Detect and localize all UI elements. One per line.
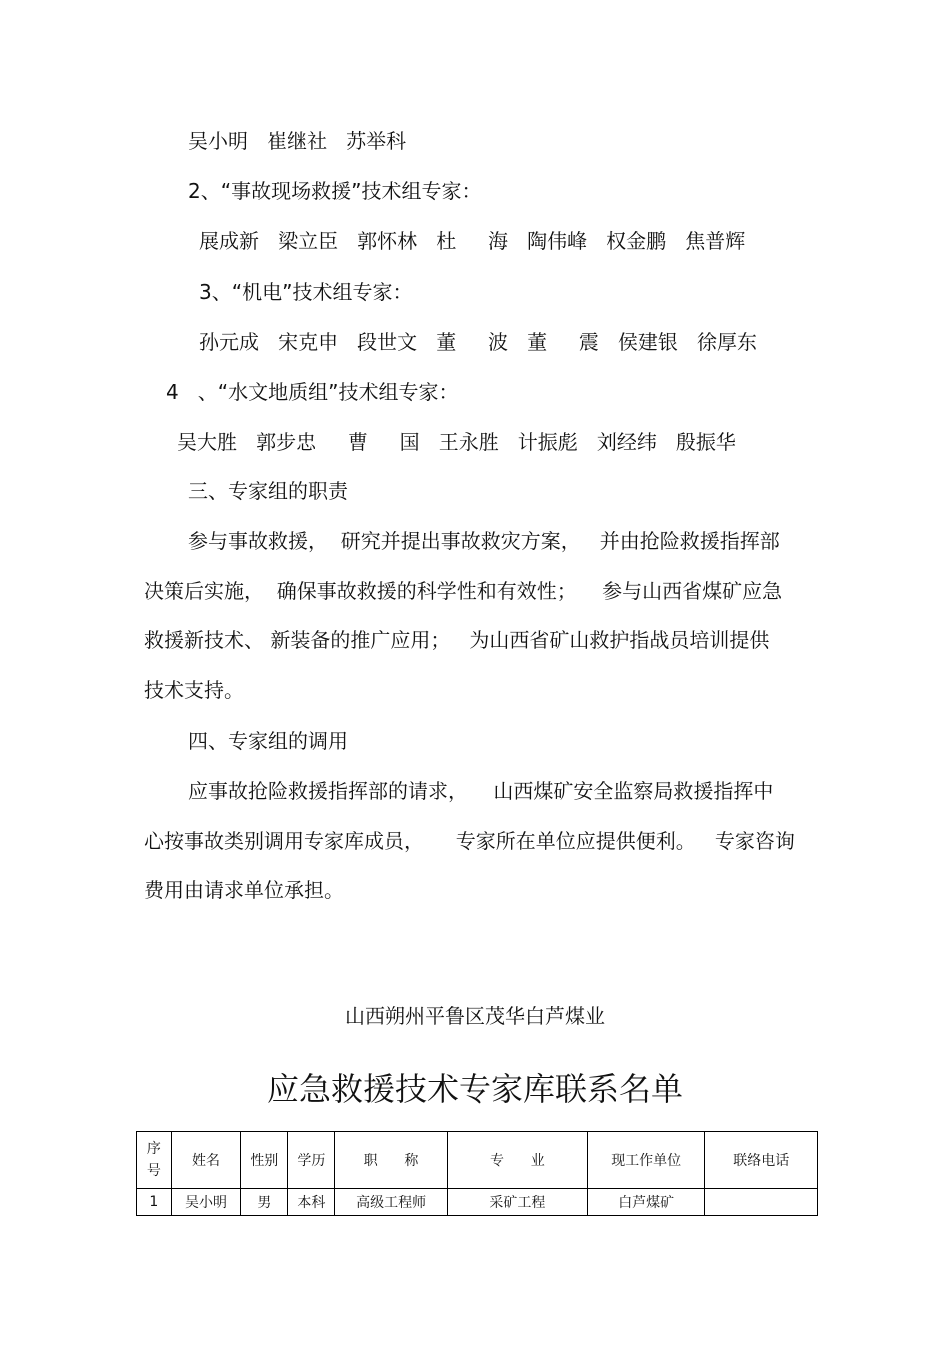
expert-names-line: 孙元成 宋克申 段世文 董 波 董 震 侯建银 徐厚东 (199, 330, 758, 354)
cell-education: 本科 (288, 1189, 335, 1216)
table-header-row (137, 1132, 818, 1189)
cell-major: 采矿工程 (447, 1189, 587, 1216)
paragraph-line: 应事故抢险救援指挥部的请求， 山西煤矿安全监察局救援指挥中 (188, 779, 774, 803)
paragraph-line: 救援新技术、 新装备的推广应用； 为山西省矿山救护指战员培训提供 (144, 628, 770, 652)
paragraph-line: 心按事故类别调用专家库成员， 专家所在单位应提供便利。 专家咨询 (144, 829, 795, 853)
header-unit: 现工作单位 (587, 1132, 705, 1189)
table-row (137, 1189, 818, 1216)
expert-names-line: 展成新 梁立臣 郭怀林 杜 海 陶伟峰 权金鹏 焦普辉 (199, 229, 746, 253)
header-job-title: 职 称 (335, 1132, 447, 1189)
expert-names-line: 吴大胜 郭步忠 曹 国 王永胜 计振彪 刘经纬 殷振华 (177, 430, 736, 454)
section-heading: 四、专家组的调用 (188, 729, 348, 753)
header-phone: 联络电话 (705, 1132, 818, 1189)
header-major: 专 业 (447, 1132, 587, 1189)
paragraph-line: 技术支持。 (144, 678, 244, 702)
header-name: 姓名 (171, 1132, 241, 1189)
cell-unit: 白芦煤矿 (587, 1189, 705, 1216)
paragraph-line: 费用由请求单位承担。 (144, 878, 344, 902)
section-heading: 4 、“水文地质组”技术组专家： (166, 380, 459, 404)
section-heading: 2、“事故现场救援”技术组专家： (188, 179, 482, 203)
paragraph-line: 决策后实施， 确保事故救援的科学性和有效性； 参与山西省煤矿应急 (144, 579, 783, 603)
cell-name: 吴小明 (171, 1189, 241, 1216)
section-heading: 三、专家组的职责 (188, 479, 348, 503)
cell-phone (705, 1189, 818, 1216)
header-number-bottom: 号 (146, 1163, 161, 1179)
expert-names-line: 吴小明 崔继社 苏举科 (188, 129, 407, 153)
document-subtitle: 山西朔州平鲁区茂华白芦煤业 (345, 1004, 605, 1028)
paragraph-line: 参与事故救援， 研究并提出事故救灾方案， 并由抢险救援指挥部 (188, 529, 780, 553)
expert-contact-table (136, 1131, 818, 1216)
cell-number: 1 (137, 1189, 172, 1216)
header-number-top: 序 (146, 1141, 161, 1157)
document-title: 应急救援技术专家库联系名单 (266, 1070, 683, 1108)
cell-job-title: 高级工程师 (335, 1189, 447, 1216)
header-number (137, 1132, 172, 1189)
header-sex: 性别 (241, 1132, 288, 1189)
section-heading: 3、“机电”技术组专家： (199, 280, 413, 304)
cell-sex: 男 (241, 1189, 288, 1216)
header-education: 学历 (288, 1132, 335, 1189)
